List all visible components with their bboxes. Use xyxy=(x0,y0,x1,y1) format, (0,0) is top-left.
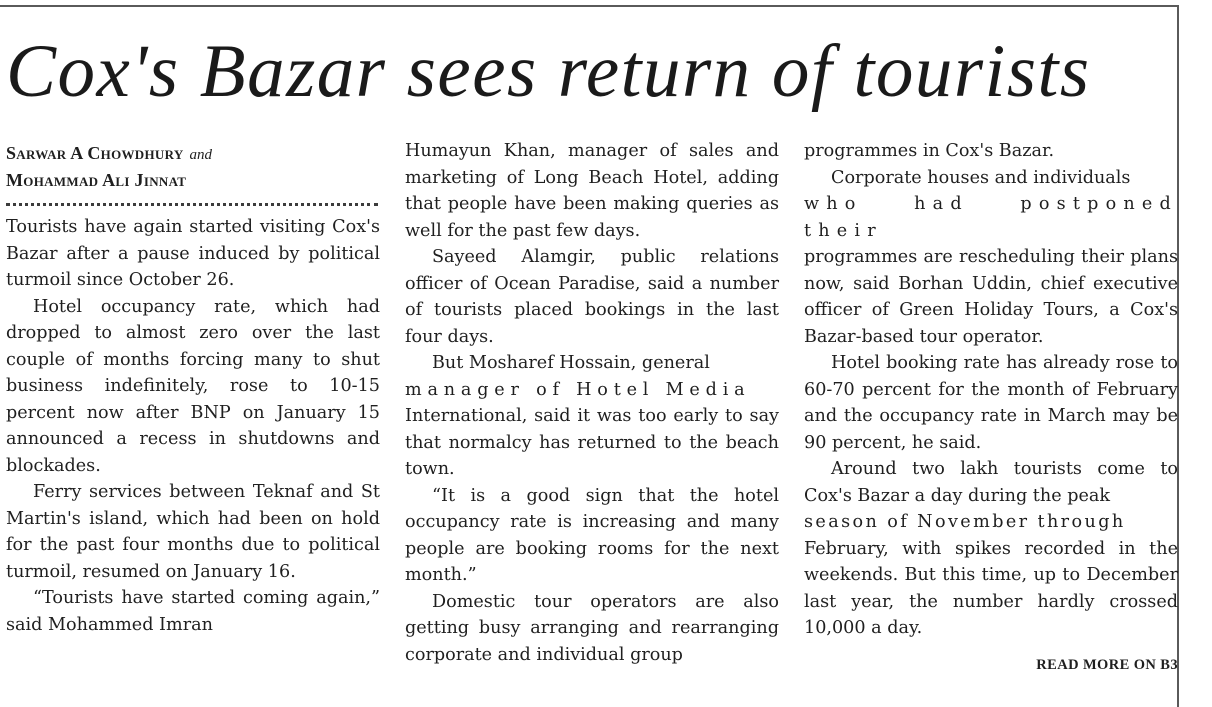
article-column-3 xyxy=(804,138,1178,678)
paragraph: Domestic tour operators are also getting busy arranging and rearranging corporate and individual group xyxy=(405,591,779,665)
paragraph xyxy=(804,456,1178,642)
paragraph: Ferry services between Teknaf and St Martin's island, which had been on hold for the past four months due to political turmoil, resumed on January 16. xyxy=(6,482,380,582)
paragraph: Hotel booking rate has already rose to 60-70 percent for the month of February and the occupancy rate in March may be 90 percent, he said. xyxy=(804,353,1178,453)
paragraph-continued: Humayun Khan, manager of sales and marketing of Long Beach Hotel, adding that people have been making queries as well for the past few days. xyxy=(405,141,779,241)
paragraph-line-justified: who had postponed their xyxy=(804,194,1178,241)
paragraph xyxy=(405,350,779,483)
byline-author-2: Mohammad Ali Jinnat xyxy=(6,170,187,190)
article-headline: Cox's Bazar sees return of tourists xyxy=(6,30,1091,113)
paragraph-line: February, with spikes recorded in the weekends. But this time, up to December last year, the number hardly crossed 10,000 a day. xyxy=(804,538,1178,638)
read-more-link[interactable]: READ MORE ON B3 xyxy=(1036,656,1178,673)
top-border-rule xyxy=(0,5,1177,7)
paragraph: “Tourists have started coming again,” said Mohammed Imran xyxy=(6,588,380,635)
paragraph-line: International, said it was too early to say that normalcy has returned to the beach town. xyxy=(405,406,779,479)
paragraph-line: Corporate houses and individuals xyxy=(831,167,1131,188)
paragraph: Sayeed Alamgir, public relations officer of Ocean Paradise, said a number of tourists placed bookings in the last four days. xyxy=(405,247,779,347)
article-column-2 xyxy=(405,138,779,668)
byline-joiner: and xyxy=(189,147,213,163)
paragraph-continued: programmes in Cox's Bazar. xyxy=(804,141,1055,161)
paragraph-line-justified: season of November through xyxy=(804,512,1126,532)
article-column-1 xyxy=(6,138,380,638)
paragraph-line: programmes are rescheduling their plans now, said Borhan Uddin, chief executive officer of Green Holiday Tours, a Cox's Bazar-based tour operator. xyxy=(804,247,1178,347)
paragraph-line: Around two lakh tourists come to Cox's Bazar a day during the peak xyxy=(804,459,1178,506)
paragraph-line: But Mosharef Hossain, general xyxy=(432,353,710,373)
paragraph: “It is a good sign that the hotel occupancy rate is increasing and many people are booking rooms for the next month.” xyxy=(405,485,779,585)
byline-dotted-divider xyxy=(6,203,378,206)
paragraph-line-justified: manager of Hotel Media xyxy=(405,379,751,400)
paragraph xyxy=(804,165,1178,351)
byline xyxy=(6,141,380,193)
paragraph: Hotel occupancy rate, which had dropped to almost zero over the last couple of months forcing many to shut business indefinitely, rose to 10-15 percent now after BNP on January 15 announced a recess in shutdowns and blockades. xyxy=(6,296,380,476)
paragraph: Tourists have again started visiting Cox's Bazar after a pause induced by political turmoil since October 26. xyxy=(6,217,380,290)
byline-author-1: Sarwar A Chowdhury xyxy=(6,143,184,163)
